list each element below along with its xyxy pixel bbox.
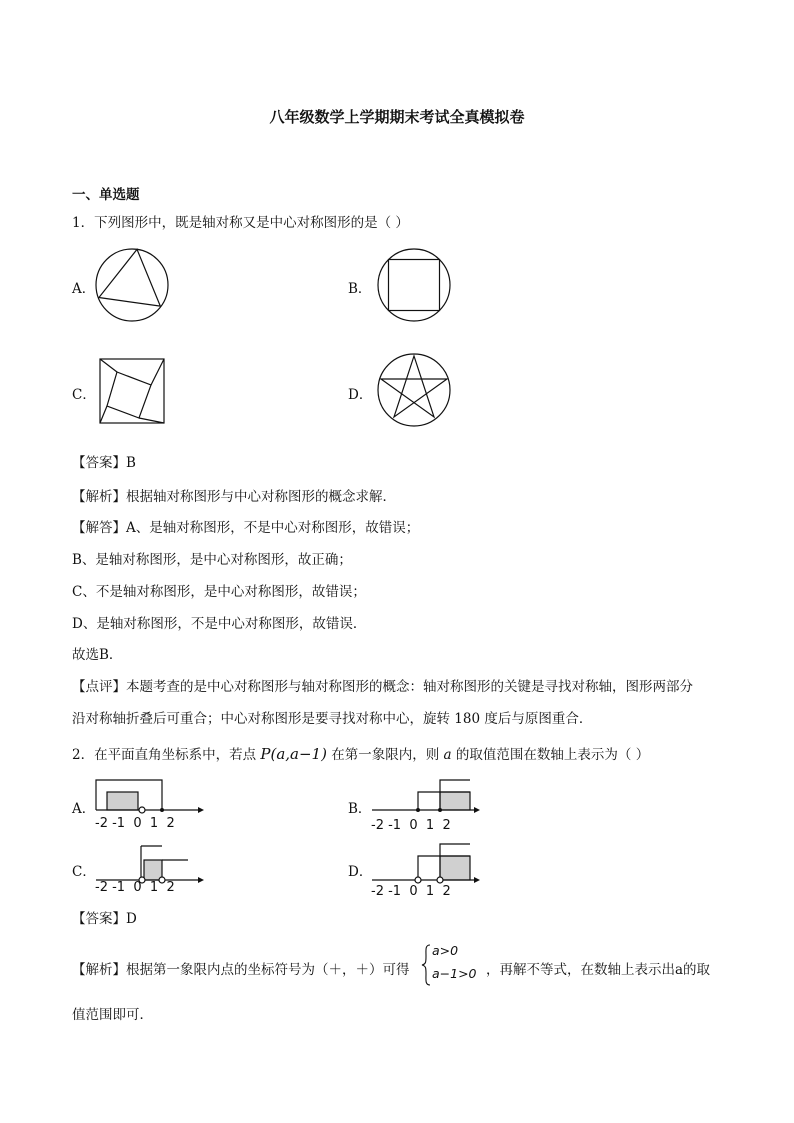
- q2-ticks-b: -2 -1 0 1 2: [371, 818, 451, 833]
- q2-var: a: [443, 747, 452, 763]
- q1-option-d-label: D．: [348, 387, 373, 403]
- q1-solution-line-4: D、是轴对称图形，不是中心对称图形，故错误．: [72, 616, 367, 632]
- q2-stem-post: 的取值范围在数轴上表示为（ ）: [455, 747, 650, 763]
- q1-comment-line-1: 【点评】本题考查的是中心对称图形与轴对称图形的概念：轴对称图形的关键是寻找对称轴，图形两部分: [72, 679, 693, 695]
- q1-solution-line-1: 【解答】A、是轴对称图形，不是中心对称图形，故错误；: [72, 520, 420, 536]
- open-point: [437, 877, 443, 883]
- q2-option-a-label: A．: [72, 801, 96, 817]
- q1-option-c-label: C．: [72, 387, 96, 403]
- q1-figure-d: [377, 353, 451, 427]
- circle-shape: [378, 354, 450, 426]
- document-title: 八年级数学上学期期末考试全真模拟卷: [269, 108, 525, 126]
- brace-icon: [421, 944, 431, 986]
- q1-figure-c: [99, 358, 165, 424]
- q1-solution-line-3: C、不是轴对称图形，是中心对称图形，故错误；: [72, 584, 366, 600]
- q2-stem-mid: 在第一象限内，则: [331, 747, 440, 763]
- q2-option-c-label: C．: [72, 864, 96, 880]
- q2-ticks-d: -2 -1 0 1 2: [371, 884, 451, 899]
- q2-system-line-1: a>0: [432, 943, 459, 958]
- question-2-stem: [72, 743, 649, 763]
- outer-square-shape: [100, 359, 164, 423]
- q2-option-d-label: D．: [348, 864, 373, 880]
- section-heading: 一、单选题: [72, 187, 140, 203]
- shaded-region: [107, 792, 138, 810]
- q1-comment-line-2: 沿对称轴折叠后可重合；中心对称图形是要寻找对称中心，旋转 180 度后与原图重合．: [72, 711, 593, 727]
- q1-figure-a: [95, 248, 169, 322]
- inner-square-shape: [107, 372, 151, 418]
- q1-option-a-label: A．: [72, 281, 96, 297]
- q1-choice: 故选B．: [72, 647, 123, 663]
- q2-option-b-label: B．: [348, 801, 372, 817]
- solid-point: [160, 808, 164, 812]
- circle-shape: [96, 249, 168, 321]
- triangle-shape: [99, 245, 168, 306]
- q2-analysis-pre: 【解析】根据第一象限内点的坐标符号为（＋，＋）可得: [72, 962, 410, 978]
- shaded-region: [440, 856, 470, 880]
- q2-ticks-a: -2 -1 0 1 2: [95, 816, 175, 831]
- q2-analysis-post: ，再解不等式，在数轴上表示出a的取: [486, 962, 711, 978]
- q2-ticks-c: -2 -1 0 1 2: [95, 880, 175, 895]
- q1-option-b-label: B．: [348, 281, 372, 297]
- open-point: [415, 877, 421, 883]
- solid-point: [438, 808, 442, 812]
- square-shape: [389, 260, 440, 311]
- question-1-stem: 1．下列图形中，既是轴对称又是中心对称图形的是（ ）: [72, 215, 409, 231]
- star-shape: [381, 356, 447, 417]
- q2-system-line-2: a−1>0: [432, 966, 477, 981]
- q2-stem-pre: 2．在平面直角坐标系中，若点: [72, 747, 257, 763]
- open-point: [139, 807, 145, 813]
- q1-figure-b: [377, 248, 451, 322]
- solid-point: [416, 808, 420, 812]
- q1-analysis: 【解析】根据轴对称图形与中心对称图形的概念求解．: [72, 489, 396, 505]
- shaded-region: [440, 792, 470, 810]
- q2-point: P(a,a−1): [260, 745, 327, 763]
- q1-solution-line-2: B、是轴对称图形，是中心对称图形，故正确；: [72, 552, 352, 568]
- q1-answer: 【答案】B: [72, 455, 136, 471]
- shaded-region: [144, 860, 162, 880]
- q2-analysis-end: 值范围即可．: [72, 1007, 153, 1023]
- q2-answer: 【答案】D: [72, 911, 137, 927]
